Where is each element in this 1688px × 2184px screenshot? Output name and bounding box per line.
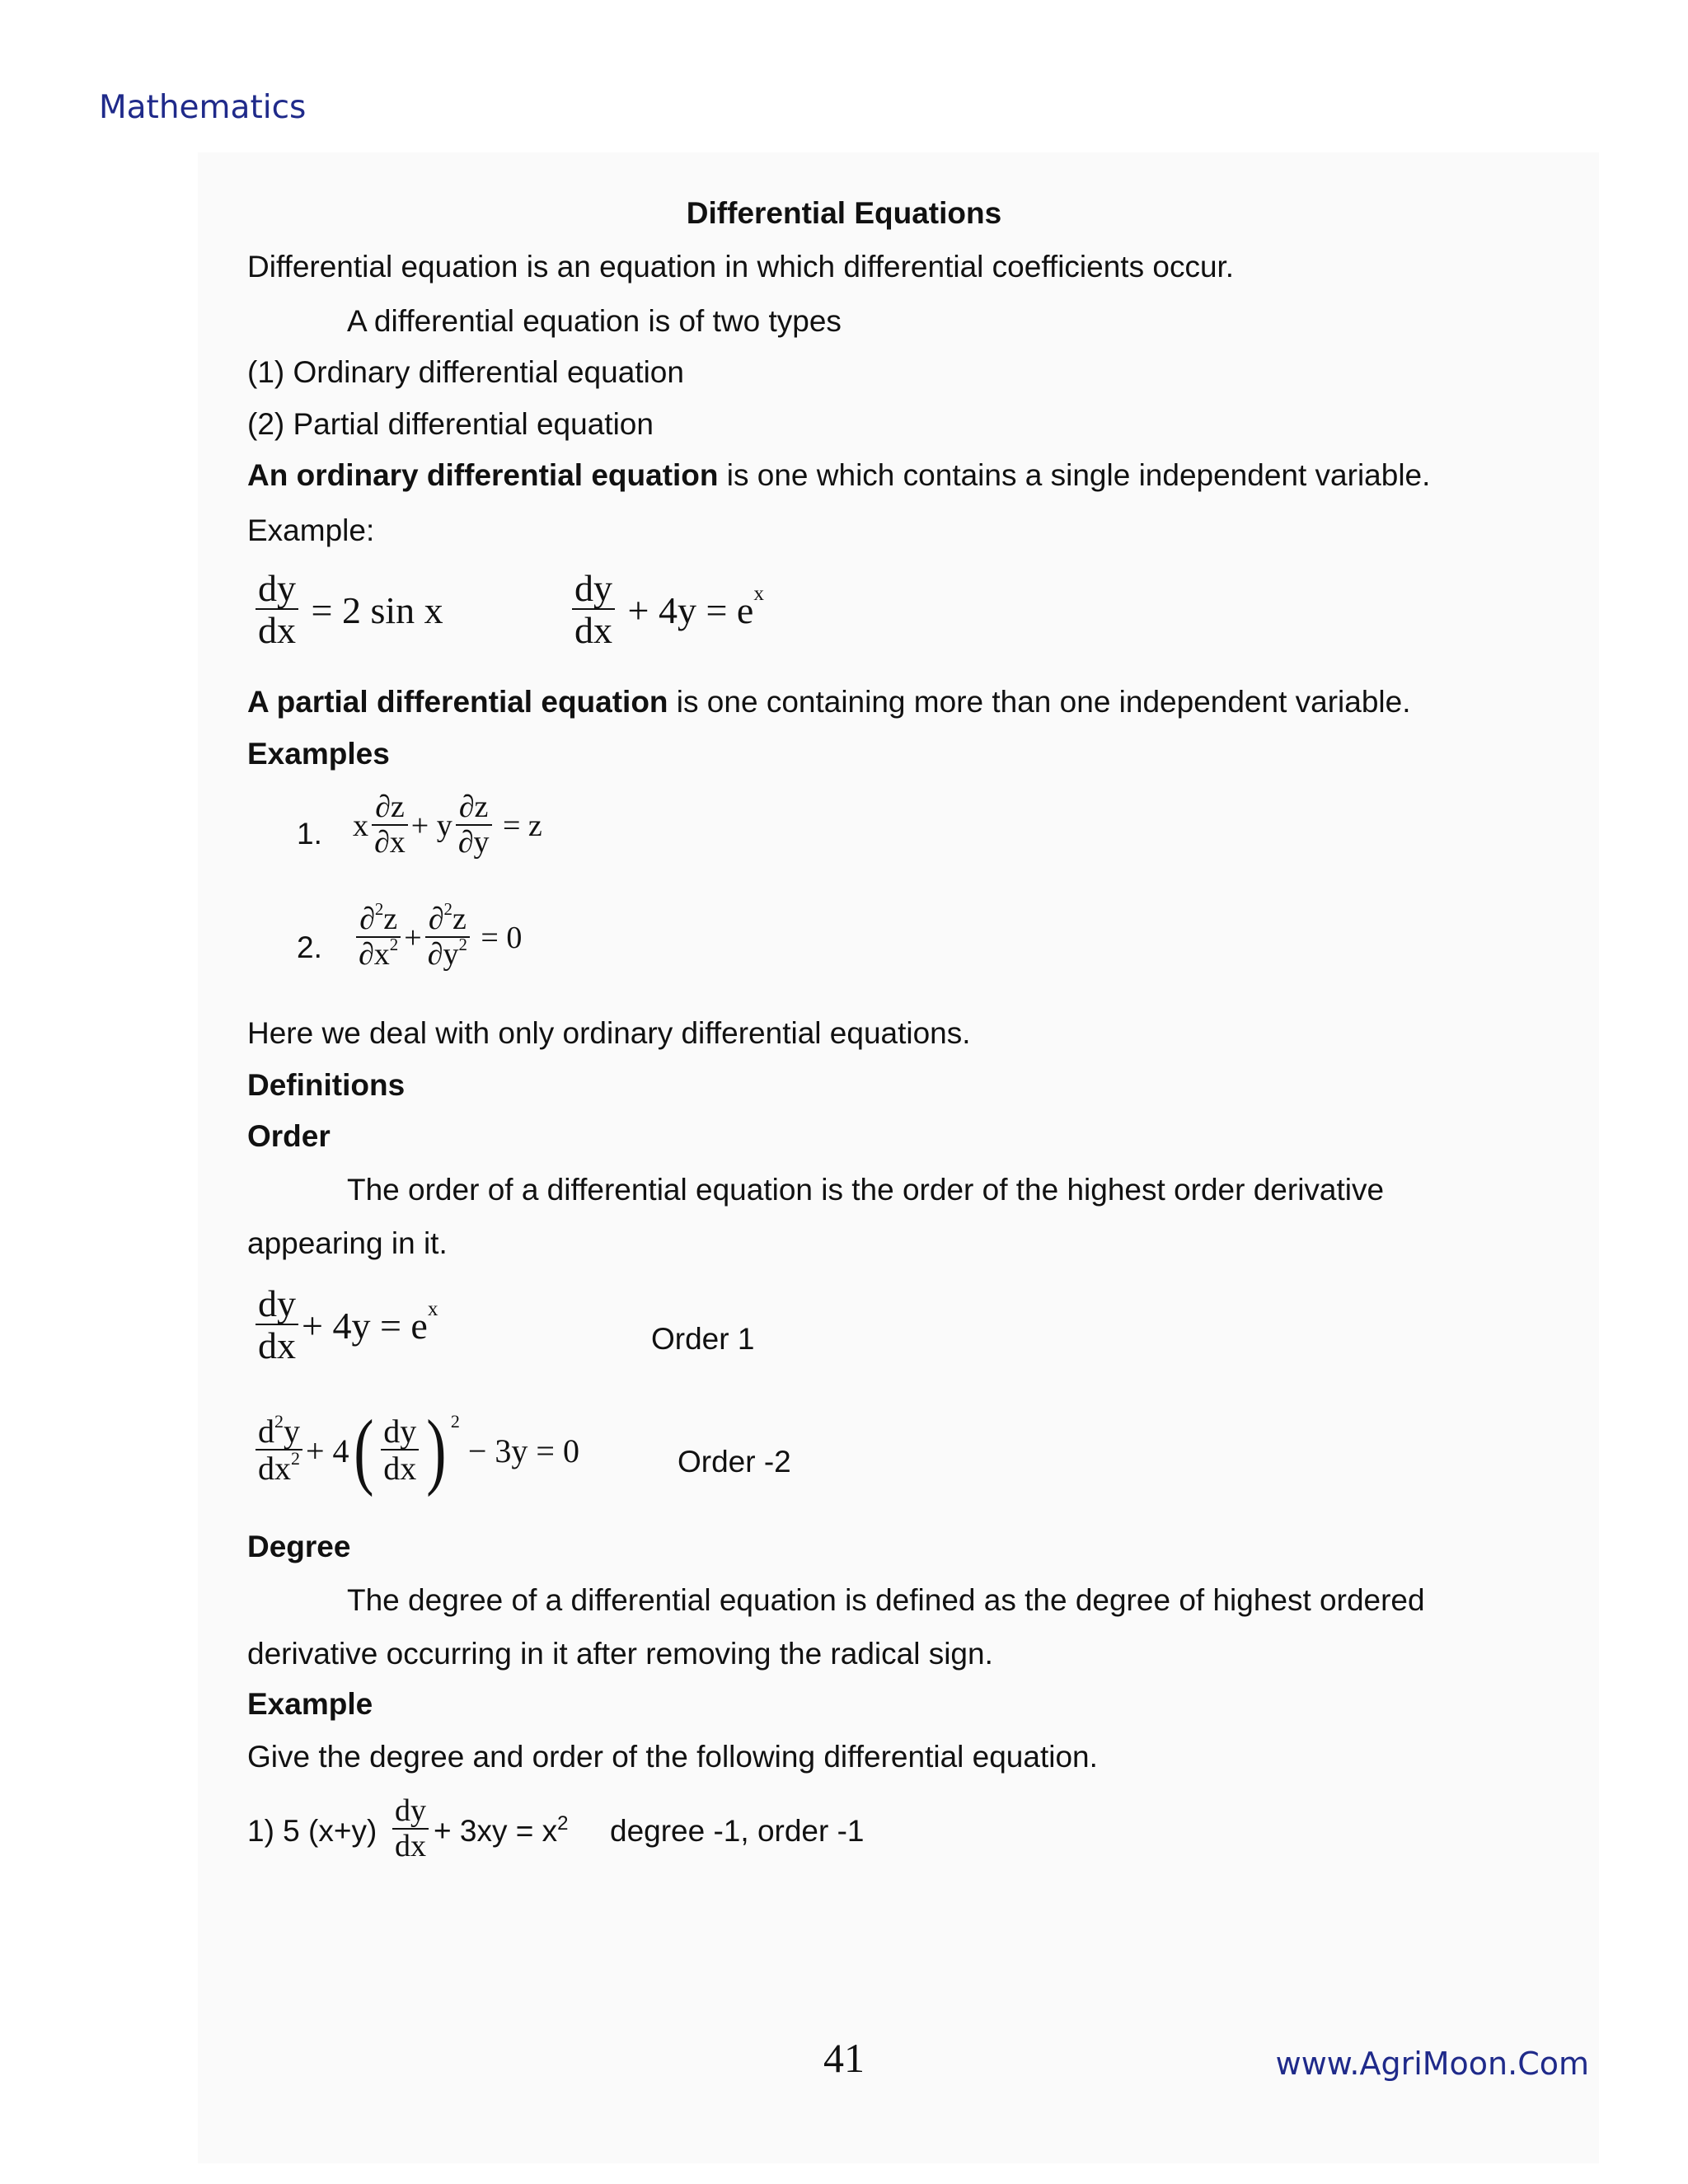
fraction: $\frac{dy}{dx}$ — [381, 1414, 419, 1487]
ode-example-2: $\frac{dy}{dx}$ + 4y = e x — [569, 569, 764, 652]
fraction: $\frac{dy}{dx}$ — [572, 569, 615, 652]
example-heading: Example — [247, 1687, 373, 1721]
degree-text-1: The degree of a differential equation is defined as the degree of highest ordered — [347, 1583, 1425, 1617]
examples-heading: Examples — [247, 737, 390, 771]
example-item-derivative — [389, 1795, 432, 1864]
fraction: $\frac{dy}{dx}$ — [256, 569, 298, 652]
fraction: $\frac{\partial z}{\partial x}$ — [372, 791, 408, 860]
pde-rest: is one containing more than one independent variable. — [668, 685, 1411, 719]
pde-definition — [247, 684, 1411, 720]
scope-statement: Here we deal with only ordinary differential equations. — [247, 1016, 971, 1050]
order-example-1: $\frac{dy}{dx}$ + 4y = e x — [252, 1284, 438, 1367]
example-item-rhs: + 3xy = x — [434, 1814, 558, 1848]
example-answer: degree -1, order -1 — [610, 1814, 865, 1848]
ode-rest: is one which contains a single independent variable. — [718, 458, 1431, 492]
type-item-2: (2) Partial differential equation — [247, 407, 654, 441]
example-item-suffix — [434, 1813, 569, 1849]
definitions-heading: Definitions — [247, 1068, 406, 1102]
example-item-power: 2 — [557, 1812, 569, 1835]
ode-example-1: $\frac{dy}{dx}$ = 2 sin x — [252, 569, 443, 652]
running-header: Mathematics — [99, 89, 307, 126]
example-label: Example: — [247, 513, 375, 547]
example-prompt: Give the degree and order of the following differential equation. — [247, 1740, 1098, 1774]
pde-example-2: $\frac{\partial^2z}{\partial x^2}$ + $\frac{\partial^2z}{\partial y^2}$ = 0 — [353, 903, 522, 972]
fraction: $\frac{\partial^2z}{\partial x^2}$ — [356, 903, 401, 972]
type-item-1: (1) Ordinary differential equation — [247, 355, 684, 389]
order-heading: Order — [247, 1119, 331, 1153]
pde-example-number-2: 2. — [297, 930, 322, 964]
ode-definition — [247, 457, 1430, 494]
pde-example-number-1: 1. — [297, 817, 322, 851]
types-lead: A differential equation is of two types — [347, 304, 842, 338]
definition-text: Differential equation is an equation in which differential coefficients occur. — [247, 250, 1235, 284]
order-example-2: $\frac{d^2y}{dx^2}$ + 4 ( $\frac{dy}{dx}$ ) 2 − 3y = 0 — [252, 1408, 579, 1493]
website-footer: www.AgriMoon.Com — [1275, 2046, 1589, 2082]
fraction: $\frac{\partial z}{\partial y}$ — [456, 791, 492, 860]
fraction: $\frac{dy}{dx}$ — [392, 1795, 429, 1864]
page-number: 41 — [823, 2035, 865, 2081]
degree-text-2: derivative occurring in it after removing the radical sign. — [247, 1637, 993, 1671]
example-item-prefix: 1) 5 (x+y) — [247, 1814, 377, 1848]
ode-term: An ordinary differential equation — [247, 458, 719, 492]
degree-heading: Degree — [247, 1530, 351, 1563]
order-label-1: Order 1 — [651, 1322, 755, 1356]
fraction: $\frac{\partial^2z}{\partial y^2}$ — [425, 903, 470, 972]
fraction: $\frac{dy}{dx}$ — [256, 1284, 298, 1367]
pde-example-1: x $\frac{\partial z}{\partial x}$ + y $\frac{\partial z}{\partial y}$ = z — [353, 790, 542, 860]
order-label-2: Order -2 — [678, 1445, 791, 1479]
fraction: $\frac{d^2y}{dx^2}$ — [256, 1414, 302, 1487]
page-title: Differential Equations — [686, 196, 1002, 230]
order-text-1: The order of a differential equation is the order of the highest order derivative — [347, 1173, 1385, 1207]
order-text-2: appearing in it. — [247, 1226, 448, 1260]
pde-term: A partial differential equation — [247, 685, 668, 719]
